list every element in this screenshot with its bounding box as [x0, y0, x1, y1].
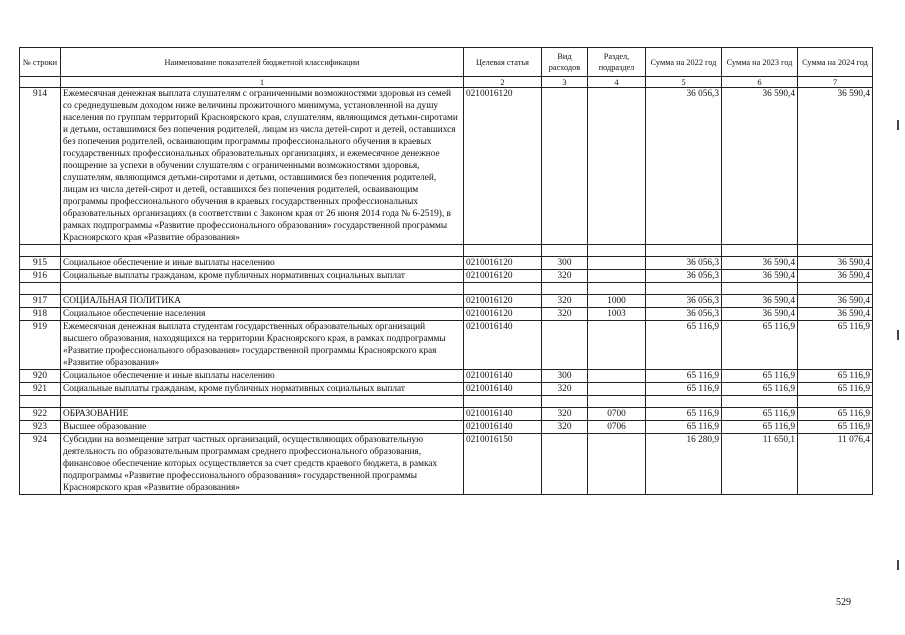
header-section: Раздел, подраздел — [588, 48, 646, 77]
row-sum-2024: 65 116,9 — [798, 370, 873, 383]
row-target: 0210016140 — [464, 321, 542, 370]
scan-edge-mark — [897, 560, 899, 570]
row-sum-2023: 36 590,4 — [722, 257, 798, 270]
col-number: 2 — [464, 77, 542, 88]
row-sum-2024: 65 116,9 — [798, 321, 873, 370]
row-number — [20, 283, 61, 295]
row-sum-2022: 65 116,9 — [646, 383, 722, 396]
row-sum-2022: 36 056,3 — [646, 295, 722, 308]
row-target: 0210016140 — [464, 408, 542, 421]
row-number: 919 — [20, 321, 61, 370]
table-row — [20, 370, 873, 383]
header-row-no: № строки — [20, 48, 61, 77]
table-row — [20, 383, 873, 396]
row-sum-2022 — [646, 283, 722, 295]
row-target — [464, 283, 542, 295]
row-name: Высшее образование — [61, 421, 464, 434]
row-number: 914 — [20, 88, 61, 245]
row-name — [61, 283, 464, 295]
row-sum-2024: 65 116,9 — [798, 421, 873, 434]
row-sum-2023: 65 116,9 — [722, 370, 798, 383]
row-name: Ежемесячная денежная выплата студентам государственных образовательных организаций высшего образования, находящихся на территории Красноярского края, в рамках подпрограммы «Развитие профессионального образования» государственной программы Красноярского края «Развитие образования» — [61, 321, 464, 370]
row-type: 300 — [542, 257, 588, 270]
row-target: 0210016120 — [464, 270, 542, 283]
scan-edge-mark — [897, 120, 899, 130]
table-row — [20, 270, 873, 283]
row-target — [464, 245, 542, 257]
row-sum-2022: 65 116,9 — [646, 370, 722, 383]
col-number: 3 — [542, 77, 588, 88]
row-sum-2023: 36 590,4 — [722, 295, 798, 308]
row-sum-2022 — [646, 396, 722, 408]
row-type — [542, 245, 588, 257]
row-type: 320 — [542, 308, 588, 321]
row-type: 320 — [542, 421, 588, 434]
row-number: 924 — [20, 434, 61, 495]
col-number: 1 — [61, 77, 464, 88]
row-type: 320 — [542, 270, 588, 283]
table-row — [20, 308, 873, 321]
row-type — [542, 321, 588, 370]
row-sum-2022: 36 056,3 — [646, 270, 722, 283]
row-section — [588, 321, 646, 370]
page-number: 529 — [836, 597, 851, 608]
row-sum-2023: 36 590,4 — [722, 308, 798, 321]
row-sum-2023 — [722, 245, 798, 257]
table-body — [20, 88, 873, 495]
row-target: 0210016150 — [464, 434, 542, 495]
row-name: Социальное обеспечение и иные выплаты населению — [61, 257, 464, 270]
row-sum-2024: 36 590,4 — [798, 270, 873, 283]
col-number: 6 — [722, 77, 798, 88]
row-sum-2024: 36 590,4 — [798, 88, 873, 245]
header-type: Вид расходов — [542, 48, 588, 77]
row-number — [20, 245, 61, 257]
row-type — [542, 434, 588, 495]
row-name: Социальные выплаты гражданам, кроме публичных нормативных социальных выплат — [61, 383, 464, 396]
table-row — [20, 295, 873, 308]
row-section: 0706 — [588, 421, 646, 434]
col-number: 7 — [798, 77, 873, 88]
row-sum-2023 — [722, 396, 798, 408]
row-target: 0210016120 — [464, 295, 542, 308]
row-section: 1000 — [588, 295, 646, 308]
row-section: 1003 — [588, 308, 646, 321]
row-name: Субсидии на возмещение затрат частных организаций, осуществляющих образовательную деятельность по образовательным программам среднего профессионального образования, финансовое обеспечение которых осуществляется за счет средств краевого бюджета, в рамках подпрограммы «Развитие профессионального образования» государственной программы Красноярского края «Развитие образования» — [61, 434, 464, 495]
row-type — [542, 88, 588, 245]
row-target: 0210016140 — [464, 370, 542, 383]
row-sum-2023: 36 590,4 — [722, 270, 798, 283]
row-sum-2024 — [798, 245, 873, 257]
row-type: 320 — [542, 383, 588, 396]
row-sum-2023: 65 116,9 — [722, 408, 798, 421]
row-target: 0210016140 — [464, 383, 542, 396]
row-section — [588, 396, 646, 408]
row-section — [588, 257, 646, 270]
row-sum-2024: 65 116,9 — [798, 383, 873, 396]
row-number: 923 — [20, 421, 61, 434]
row-sum-2023: 65 116,9 — [722, 321, 798, 370]
row-sum-2022 — [646, 245, 722, 257]
column-number-row — [20, 77, 873, 88]
header-2023: Сумма на 2023 год — [722, 48, 798, 77]
row-name: Социальные выплаты гражданам, кроме публичных нормативных социальных выплат — [61, 270, 464, 283]
col-number: 5 — [646, 77, 722, 88]
row-name: Социальное обеспечение и иные выплаты населению — [61, 370, 464, 383]
row-sum-2023: 36 590,4 — [722, 88, 798, 245]
table-row — [20, 88, 873, 245]
row-section — [588, 88, 646, 245]
row-sum-2022: 36 056,3 — [646, 88, 722, 245]
row-target — [464, 396, 542, 408]
row-sum-2022: 65 116,9 — [646, 408, 722, 421]
row-sum-2024 — [798, 283, 873, 295]
row-name — [61, 396, 464, 408]
row-sum-2023: 65 116,9 — [722, 421, 798, 434]
row-sum-2023: 65 116,9 — [722, 383, 798, 396]
row-section: 0700 — [588, 408, 646, 421]
table-header-row — [20, 48, 873, 77]
table-row — [20, 257, 873, 270]
row-number: 922 — [20, 408, 61, 421]
row-name: ОБРАЗОВАНИЕ — [61, 408, 464, 421]
table-row — [20, 408, 873, 421]
row-type — [542, 396, 588, 408]
row-type — [542, 283, 588, 295]
row-number: 916 — [20, 270, 61, 283]
spacer-row — [20, 396, 873, 408]
row-section — [588, 245, 646, 257]
row-sum-2022: 65 116,9 — [646, 321, 722, 370]
spacer-row — [20, 245, 873, 257]
row-target: 0210016120 — [464, 257, 542, 270]
table-row — [20, 434, 873, 495]
row-sum-2022: 36 056,3 — [646, 308, 722, 321]
row-sum-2024: 36 590,4 — [798, 257, 873, 270]
row-sum-2024: 11 076,4 — [798, 434, 873, 495]
row-type: 320 — [542, 295, 588, 308]
row-number — [20, 396, 61, 408]
row-name: Ежемесячная денежная выплата слушателям с ограниченными возможностями здоровья из семей со среднедушевым доходом ниже величины прожиточного минимума, установленной на душу населения по группам территорий Красноярского края, слушателям, являющимся детьми-сиротами и детьми, оставшимися без попечения родителей, лицам из числа детей-сирот и детей, оставшихся без попечения родителей, осваивающим программы профессионального обучения в краевых государственных профессиональных образовательных организациях, и ежемесячное денежное поощрение за успехи в обучении слушателям с ограниченными возможностями здоровья, слушателям, являющимся детьми-сиротами и детьми, оставшимися без попечения родителей, лицам из числа детей-сирот и детей, оставшихся без попечения родителей, осваивающим программы профессионального обучения в краевых государственных профессиональных образовательных организациях (в соответствии с Законом края от 26 июня 2014 года № 6-2519), в рамках подпрограммы «Развитие профессионального образования» государственной программы Красноярского края «Развитие образования» — [61, 88, 464, 245]
budget-table — [19, 47, 873, 495]
row-target: 0210016120 — [464, 308, 542, 321]
col-number: 4 — [588, 77, 646, 88]
table-row — [20, 321, 873, 370]
row-sum-2024: 36 590,4 — [798, 295, 873, 308]
row-sum-2024: 36 590,4 — [798, 308, 873, 321]
row-name: Социальное обеспечение населения — [61, 308, 464, 321]
row-sum-2022: 36 056,3 — [646, 257, 722, 270]
header-2024: Сумма на 2024 год — [798, 48, 873, 77]
row-section — [588, 434, 646, 495]
row-number: 917 — [20, 295, 61, 308]
row-section — [588, 283, 646, 295]
row-sum-2023: 11 650,1 — [722, 434, 798, 495]
header-name: Наименование показателей бюджетной классификации — [61, 48, 464, 77]
row-sum-2022: 16 280,9 — [646, 434, 722, 495]
row-section — [588, 370, 646, 383]
row-number: 915 — [20, 257, 61, 270]
row-number: 918 — [20, 308, 61, 321]
row-type: 300 — [542, 370, 588, 383]
scan-edge-mark — [897, 330, 899, 340]
col-number — [20, 77, 61, 88]
header-target: Целевая статья — [464, 48, 542, 77]
row-sum-2023 — [722, 283, 798, 295]
row-number: 921 — [20, 383, 61, 396]
row-section — [588, 270, 646, 283]
row-section — [588, 383, 646, 396]
row-type: 320 — [542, 408, 588, 421]
spacer-row — [20, 283, 873, 295]
row-sum-2022: 65 116,9 — [646, 421, 722, 434]
row-number: 920 — [20, 370, 61, 383]
row-target: 0210016140 — [464, 421, 542, 434]
header-2022: Сумма на 2022 год — [646, 48, 722, 77]
row-name: СОЦИАЛЬНАЯ ПОЛИТИКА — [61, 295, 464, 308]
row-target: 0210016120 — [464, 88, 542, 245]
row-name — [61, 245, 464, 257]
row-sum-2024 — [798, 396, 873, 408]
table-row — [20, 421, 873, 434]
row-sum-2024: 65 116,9 — [798, 408, 873, 421]
